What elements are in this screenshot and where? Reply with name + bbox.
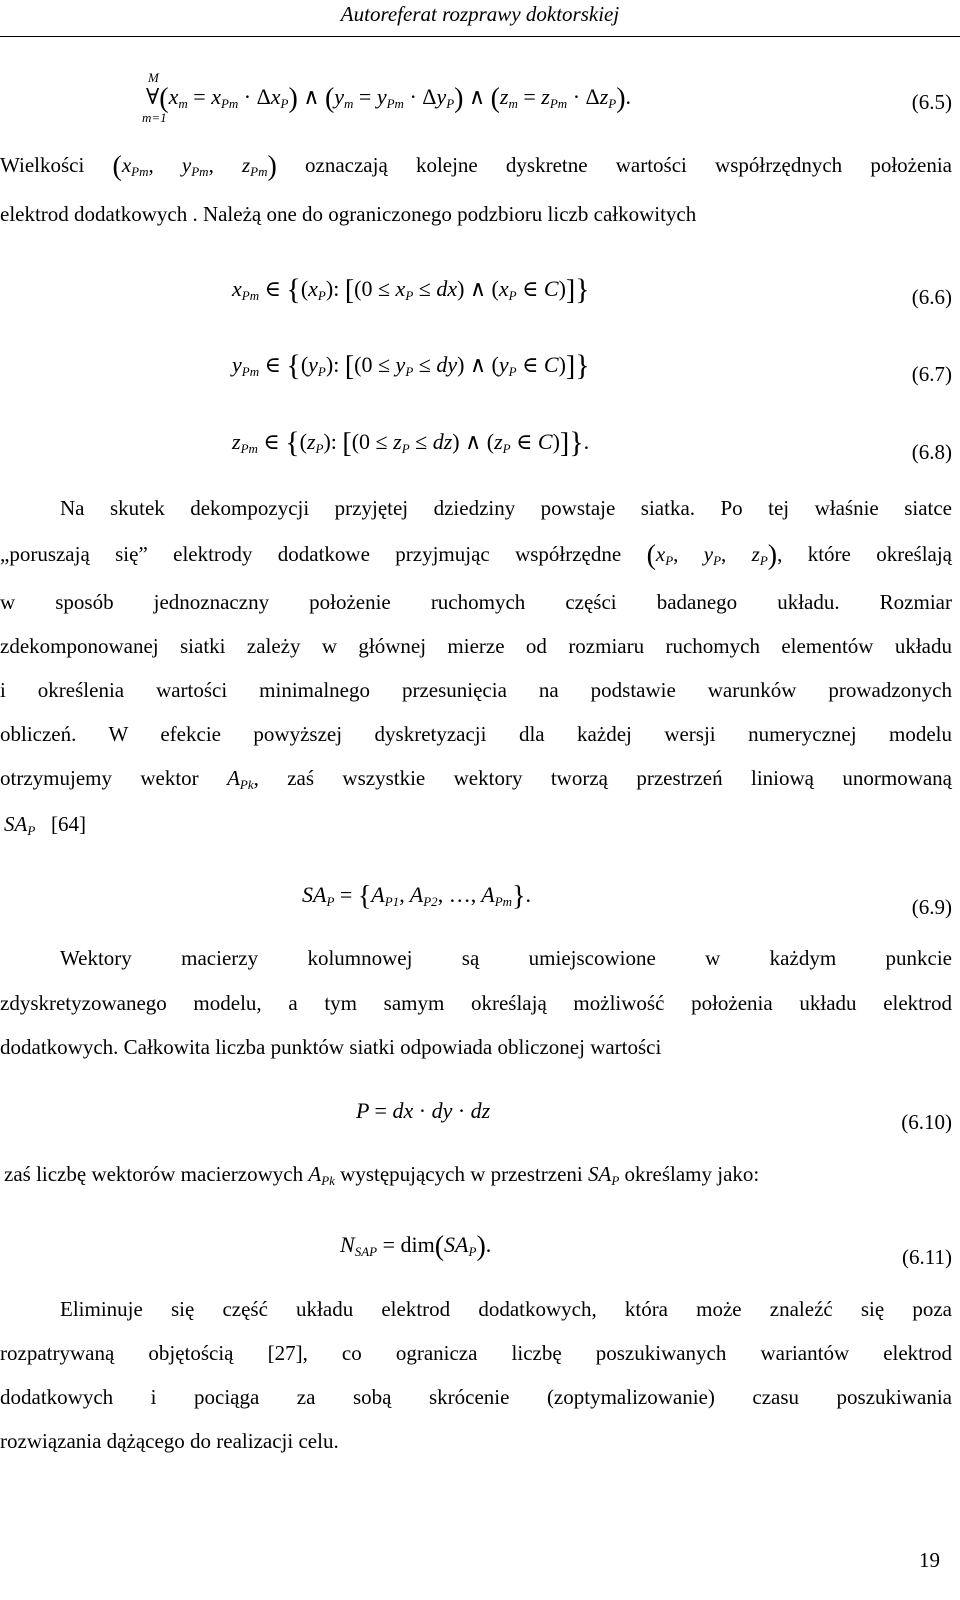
paragraph-1-line-1	[0, 153, 952, 180]
citation-64: [64]	[51, 812, 87, 836]
equation-6-8: $z_{Pm}$ ∈ {$(z_P)$: [$(0 \le z_P \le dz)$ ∧ ($z_P$ ∈ C)]}.	[232, 426, 590, 459]
inline-math-sa-p: $SA_P$	[4, 812, 36, 838]
paragraph-3-line-2: zdyskretyzowanego modelu, a tym samym określają możliwość położenia układu elektrod	[0, 991, 952, 1015]
paragraph-5-line-1: Eliminuje się część układu elektrod dodatkowych, która może znaleźć się poza	[60, 1297, 952, 1321]
equation-number-6-10: (6.10)	[901, 1110, 952, 1134]
equation-6-10: P = dx · dy · dz	[356, 1098, 491, 1123]
paragraph-1-line-2: elektrod dodatkowych . Należą one do ograniczonego podzbioru liczb całkowitych	[0, 202, 697, 226]
inline-math-sa-p-2: $SA_P$	[587, 1162, 620, 1188]
paragraph-5-line-3: dodatkowych i pociąga za sobą skrócenie (zoptymalizowanie) czasu poszukiwania	[0, 1385, 952, 1409]
header-rule	[0, 36, 960, 37]
paragraph-2-line-1: Na skutek dekompozycji przyjętej dziedziny powstaje siatka. Po tej właśnie siatce	[60, 496, 952, 520]
text-okreslamy: określamy jako:	[624, 1162, 760, 1186]
paragraph-5-line-4: rozwiązania dążącego do realizacji celu.	[0, 1429, 339, 1453]
text-zas-wszystkie: , zaś wszystkie wektory tworzą przestrzeń liniową unormowaną	[253, 766, 953, 790]
text-oznaczaja: oznaczają kolejne dyskretne wartości współrzędnych położenia	[305, 153, 952, 177]
equation-6-9: $SA_P = \{A_{P1}$, $A_{P2}$, …, $A_{Pm}$}.	[302, 881, 532, 912]
paragraph-4-line-1	[4, 1162, 759, 1189]
paragraph-2-line-3: w sposób jednoznaczny położenie ruchomych części badanego układu. Rozmiar	[0, 590, 952, 614]
equation-number-6-6: (6.6)	[911, 285, 952, 309]
paragraph-2-line-5: i określenia wartości minimalnego przesunięcia na podstawie warunków prowadzonych	[0, 678, 952, 702]
text-otrzymujemy: otrzymujemy wektor	[0, 766, 199, 790]
text-wystepujacych: występujących w przestrzeni	[340, 1162, 583, 1186]
inline-math-a-pk: $A_{Pk}$	[308, 1162, 335, 1188]
text-ktore: , które określają	[777, 542, 952, 566]
equation-6-6: $x_{Pm}$ ∈ {$(x_P)$: [$(0 \le x_P \le dx)$ ∧ ($x_P$ ∈ C)]}	[232, 273, 590, 306]
equation-number-6-11: (6.11)	[902, 1245, 952, 1269]
equation-number-6-9: (6.9)	[911, 895, 952, 919]
paragraph-3-line-1: Wektory macierzy kolumnowej są umiejscowione w każdym punkcie	[60, 946, 952, 970]
paragraph-5-line-2: rozpatrywaną objętością [27], co ogranicza liczbę poszukiwanych wariantów elektrod	[0, 1341, 952, 1365]
paragraph-2-line-7	[0, 766, 952, 793]
equation-6-7: $y_{Pm}$ ∈ {$(y_P)$: [$(0 \le y_P \le dy)$ ∧ ($y_P$ ∈ C)]}	[232, 349, 590, 382]
paragraph-2-line-8	[4, 812, 86, 839]
text-wielkosci: Wielkości	[0, 153, 85, 177]
text-zas-liczbe: zaś liczbę wektorów macierzowych	[4, 1162, 304, 1186]
paragraph-2-line-6: obliczeń. W efekcie powyższej dyskretyzacji dla każdej wersji numerycznej modelu	[0, 722, 952, 746]
equation-number-6-5: (6.5)	[911, 90, 952, 114]
inline-math-xyz-p: ($x_P$, $y_P$, $z_P$), które określają	[646, 540, 952, 571]
forall-upper-limit: M	[148, 70, 159, 85]
inline-math-a-pk-group: $A_{Pk}$, zaś wszystkie wektory tworzą przestrzeń liniową unormowaną	[227, 766, 953, 792]
forall-lower-limit: m=1	[142, 110, 167, 125]
paragraph-3-line-3: dodatkowych. Całkowita liczba punktów siatki odpowiada obliczonej wartości	[0, 1035, 662, 1059]
running-header: Autoreferat rozprawy doktorskiej	[340, 2, 620, 26]
text-poruszaja: „poruszają się” elektrody dodatkowe przyjmując współrzędne	[0, 542, 622, 566]
equation-6-5: $\forall(x_m = x_{Pm} \cdot \Delta x_P)$ ∧ $(y_m = y_{Pm} \cdot \Delta y_P)$ ∧ $(z_m = z_{Pm} \cdot \Delta z_P)$.	[146, 83, 632, 114]
equation-number-6-8: (6.8)	[911, 440, 952, 464]
paragraph-2-line-4: zdekomponowanej siatki zależy w głównej mierze od rozmiaru ruchomych elementów układu	[0, 634, 952, 658]
page-number: 19	[919, 1548, 940, 1572]
equation-number-6-7: (6.7)	[911, 362, 952, 386]
paragraph-2-line-2	[0, 542, 952, 569]
equation-6-11: $N_{SAP} = dim(SA_P)$.	[340, 1231, 492, 1262]
inline-math-xyz-pm: ($x_{Pm}$, $y_{Pm}$, $z_{Pm}$)	[112, 151, 277, 182]
